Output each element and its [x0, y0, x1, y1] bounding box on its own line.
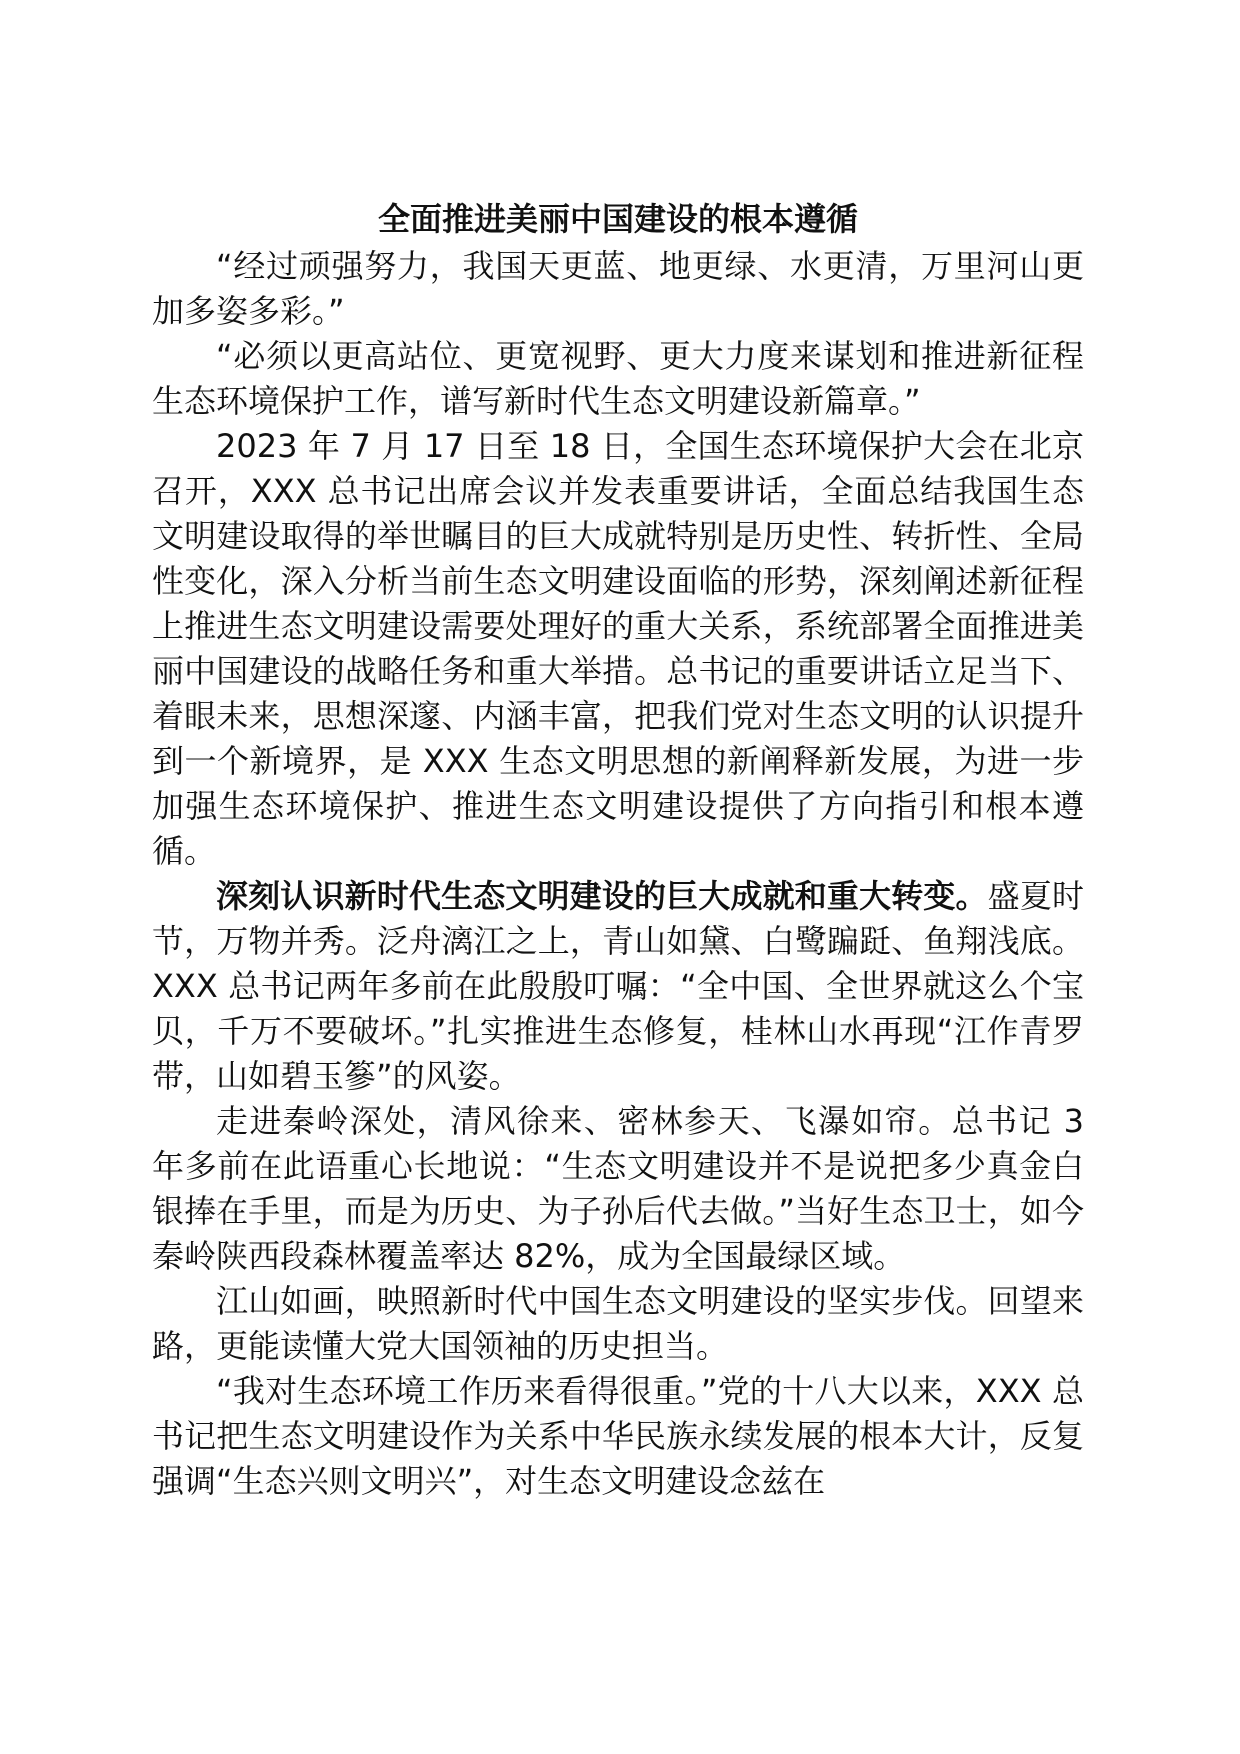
- paragraph-text: 盛夏时节，万物并秀。泛舟漓江之上，青山如黛、白鹭蹁跹、鱼翔浅底。XXX 总书记两年多前在此殷殷叮嘱：“全中国、全世界就这么个宝贝，千万不要破坏。”扎实推进生态修复，桂林山水再现“江作青罗带，山如碧玉篸”的风姿。: [152, 877, 1084, 1095]
- paragraph-lead-heading: 深刻认识新时代生态文明建设的巨大成就和重大转变。: [216, 877, 988, 915]
- paragraph-quote-1: [152, 244, 1084, 334]
- paragraph-text: “我对生态环境工作历来看得很重。”党的十八大以来，XXX 总书记把生态文明建设作为关系中华民族永续发展的根本大计，反复强调“生态兴则文明兴”，对生态文明建设念兹在: [152, 1372, 1084, 1500]
- paragraph-achievements: [152, 874, 1084, 1099]
- paragraph-text: 2023 年 7 月 17 日至 18 日，全国生态环境保护大会在北京召开，XXX 总书记出席会议并发表重要讲话，全面总结我国生态文明建设取得的举世瞩目的巨大成就特别是历史性、转折性、全局性变化，深入分析当前生态文明建设面临的形势，深刻阐述新征程上推进生态文明建设需要处理好的重大关系，系统部署全面推进美丽中国建设的战略任务和重大举措。总书记的重要讲话立足当下、着眼未来，思想深邃、内涵丰富，把我们党对生态文明的认识提升到一个新境界，是 XXX 生态文明思想的新阐释新发展，为进一步加强生态环境保护、推进生态文明建设提供了方向指引和根本遵循。: [152, 427, 1084, 870]
- paragraph-text: “经过顽强努力，我国天更蓝、地更绿、水更清，万里河山更加多姿多彩。”: [152, 247, 1084, 330]
- document-page: [152, 196, 1084, 1504]
- paragraph-conference: [152, 424, 1084, 874]
- paragraph-landscape: [152, 1279, 1084, 1369]
- paragraph-text: 江山如画，映照新时代中国生态文明建设的坚实步伐。回望来路，更能读懂大党大国领袖的历史担当。: [152, 1282, 1084, 1365]
- paragraph-quote-2: [152, 334, 1084, 424]
- paragraph-history: [152, 1369, 1084, 1504]
- paragraph-text: “必须以更高站位、更宽视野、更大力度来谋划和推进新征程生态环境保护工作，谱写新时代生态文明建设新篇章。”: [152, 337, 1084, 420]
- paragraph-text: 走进秦岭深处，清风徐来、密林参天、飞瀑如帘。总书记 3 年多前在此语重心长地说：“生态文明建设并不是说把多少真金白银捧在手里，而是为历史、为子孙后代去做。”当好生态卫士，如今秦岭陕西段森林覆盖率达 82%，成为全国最绿区域。: [152, 1102, 1084, 1275]
- document-title: 全面推进美丽中国建设的根本遵循: [377, 200, 858, 238]
- paragraph-qinling: [152, 1099, 1084, 1279]
